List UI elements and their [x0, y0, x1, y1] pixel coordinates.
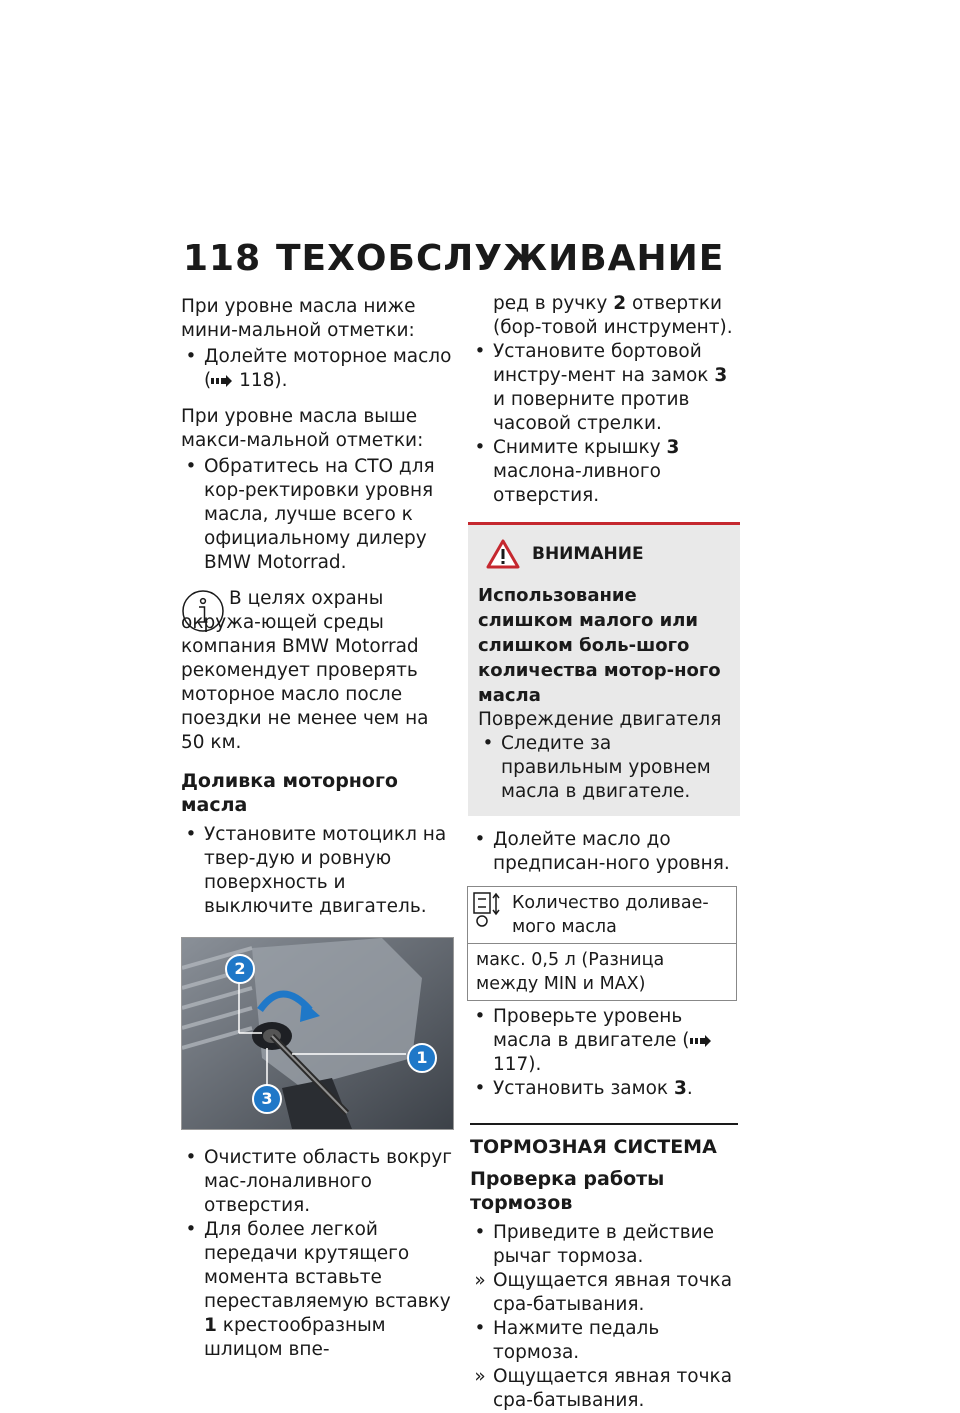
list-item	[181, 1218, 456, 1362]
part-number: 1	[204, 1315, 217, 1336]
engine-photo	[181, 937, 454, 1130]
bullet-icon: •	[474, 1006, 486, 1027]
bullet-text: Снимите крышку	[493, 437, 661, 458]
ref-page: 117).	[493, 1054, 542, 1075]
list-item	[181, 455, 456, 575]
result-icon: »	[474, 1270, 486, 1291]
bullet-text: Очистите область вокруг мас-лоналивного отверстия.	[204, 1147, 452, 1216]
continued-text	[470, 292, 738, 340]
info-text: В целях охраны окружа-ющей среды компания BMW Motorrad рекомендует проверять моторное масло после поездки не менее чем на 50 км.	[181, 588, 429, 753]
part-number: 3	[673, 1078, 687, 1099]
bullet-text: Нажмите педаль тормоза.	[493, 1318, 660, 1363]
subheading: Проверка работы тормозов	[470, 1168, 665, 1214]
table-header: Количество доливае-мого масла	[512, 893, 709, 937]
result-item	[470, 1269, 738, 1317]
table-header-cell	[468, 887, 737, 944]
part-number: 2	[613, 293, 627, 314]
result-icon: »	[474, 1366, 486, 1387]
text: ред в ручку	[493, 293, 608, 314]
bullet-text: Проверьте уровень масла в двигателе (	[493, 1006, 690, 1051]
warning-header	[478, 539, 730, 569]
list-item	[470, 1077, 738, 1101]
arrow-ref-icon	[211, 375, 233, 387]
result-text: Ощущается явная точка сра-батывания.	[493, 1366, 733, 1411]
list-item	[470, 340, 738, 436]
engine-illustration	[182, 938, 453, 1129]
bullet-text: крестообразным шлицом впе-	[204, 1315, 386, 1360]
warning-text: Повреждение двигателя	[478, 709, 722, 730]
bullet-text: Установите бортовой инстру-мент на замок	[493, 341, 709, 386]
bullet-icon: •	[185, 824, 197, 845]
info-note	[181, 587, 456, 755]
info-icon	[181, 589, 225, 633]
bullet-text: Следите за правильным уровнем масла в двигателе.	[501, 733, 711, 802]
arrow-ref-icon	[690, 1035, 712, 1047]
bullet-icon: •	[474, 829, 486, 850]
list-item	[470, 828, 738, 876]
bullet-text: Долейте масло до предписан-ного уровня.	[493, 829, 730, 874]
bullet-icon: •	[474, 1318, 486, 1339]
bullet-text: Долейте моторное масло	[204, 346, 452, 367]
result-item	[470, 1365, 738, 1413]
list-item	[181, 1146, 456, 1218]
list-item	[470, 436, 738, 508]
bullet-text: Обратитесь на СТО для кор-ректировки уровня масла, лучше всего к официальному дилеру BMW Motorrad.	[204, 456, 435, 573]
bullet-icon: •	[185, 1219, 197, 1240]
warning-label: ВНИМАНИЕ	[532, 544, 644, 564]
part-number: 3	[666, 437, 680, 458]
part-number: 3	[714, 365, 728, 386]
bullet-icon: •	[185, 346, 197, 367]
bullet-icon: •	[474, 1078, 486, 1099]
callout-badge: 1	[407, 1043, 437, 1073]
bullet-icon: •	[185, 456, 197, 477]
left-column	[181, 295, 456, 1362]
bullet-text: Установите мотоцикл на твер-дую и ровную поверхность и выключите двигатель.	[204, 824, 447, 917]
callout-badge: 3	[252, 1084, 282, 1114]
section-heading: Доливка моторного масла	[181, 770, 398, 816]
list-item	[181, 823, 456, 919]
list-item	[470, 1005, 738, 1077]
list-item	[470, 1221, 738, 1269]
bullet-text: Для более легкой передачи крутящего момента вставьте переставляемую вставку	[204, 1219, 451, 1312]
bullet-text: Приведите в действие рычаг тормоза.	[493, 1222, 715, 1267]
oil-gauge-icon	[472, 891, 502, 931]
list-item	[470, 1317, 738, 1365]
result-text: Ощущается явная точка сра-батывания.	[493, 1270, 733, 1315]
ref-page: 118).	[239, 370, 288, 391]
paragraph: При уровне масла ниже мини-мальной отметки:	[181, 296, 416, 341]
bullet-text: .	[686, 1078, 693, 1099]
page-title: ТЕХОБСЛУЖИВАНИЕ	[276, 238, 725, 279]
warning-title: Использование слишком малого или слишком боль-шого количества мотор-ного масла	[478, 585, 721, 706]
section-title: ТОРМОЗНАЯ СИСТЕМА	[470, 1123, 738, 1159]
bullet-text: маслона-ливного отверстия.	[493, 461, 661, 506]
right-column	[470, 292, 738, 1413]
bullet-icon: •	[474, 341, 486, 362]
warning-triangle-icon	[486, 539, 520, 569]
paragraph: При уровне масла выше макси-мальной отметки:	[181, 406, 424, 451]
text: отвертки (бор-товой инструмент).	[493, 293, 733, 338]
page-number: 118	[183, 238, 262, 279]
oil-quantity-table	[467, 886, 737, 1001]
bullet-text: Установить замок	[493, 1078, 669, 1099]
bullet-icon: •	[482, 733, 494, 754]
list-item: • Долейте моторное масло ( 118).	[181, 345, 456, 393]
bullet-icon: •	[474, 1222, 486, 1243]
bullet-text: и поверните против часовой стрелки.	[493, 389, 690, 434]
list-item	[478, 732, 730, 804]
bullet-icon: •	[185, 1147, 197, 1168]
table-value-cell: макс. 0,5 л (Разница между MIN и MAX)	[468, 944, 737, 1001]
callout-badge: 2	[225, 954, 255, 984]
bullet-icon: •	[474, 437, 486, 458]
warning-box	[468, 522, 740, 816]
